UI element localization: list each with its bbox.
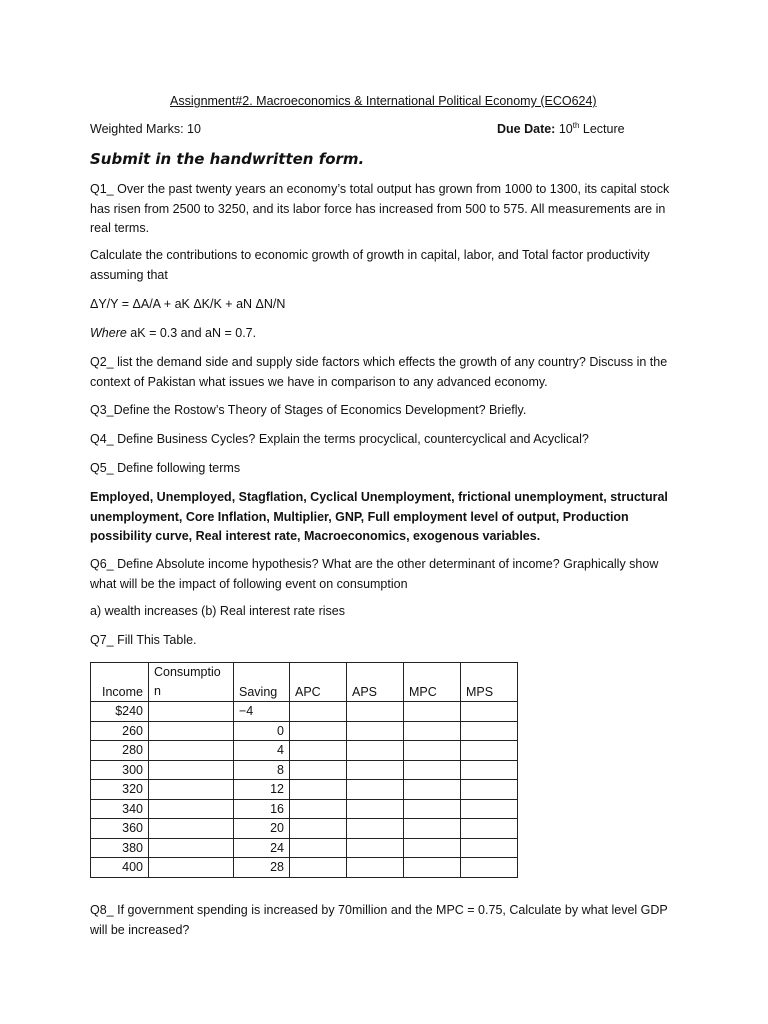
question-6: Q6_ Define Absolute income hypothesis? What are the other determinant of income? Graphically show what will be the impact of following event on consumption (90, 557, 659, 591)
aps-cell (347, 780, 404, 800)
mpc-cell (404, 858, 461, 878)
income-cell: 360 (91, 819, 149, 839)
mpc-cell (404, 799, 461, 819)
mps-cell (461, 858, 518, 878)
question-7: Q7_ Fill This Table. (90, 633, 197, 647)
consumption-cell (149, 721, 234, 741)
apc-cell (290, 799, 347, 819)
aps-cell (347, 760, 404, 780)
saving-cell: 4 (234, 741, 290, 761)
due-date-number: 10 (558, 122, 573, 136)
consumption-cell (149, 741, 234, 761)
table-row (91, 858, 518, 878)
income-cell: 280 (91, 741, 149, 761)
saving-cell: 28 (234, 858, 290, 878)
mpc-cell (404, 819, 461, 839)
question-5-terms: Employed, Unemployed, Stagflation, Cyclical Unemployment, frictional unemployment, structural unemployment, Core Inflation, Multiplier, GNP, Full employment level of output, Production possibility curve, Real interest rate, Macroeconomics, exogenous variables. (90, 490, 668, 543)
question-1: Q1_ Over the past twenty years an economy’s total output has grown from 1000 to 1300, its capital stock has risen from 2500 to 3250, and its labor force has increased from 500 to 575. All measurements are in real terms. (90, 182, 670, 235)
saving-cell: 12 (234, 780, 290, 800)
consumption-cell (149, 760, 234, 780)
mps-cell (461, 702, 518, 722)
weighted-marks: Weighted Marks: 10 (90, 122, 201, 136)
aps-cell (347, 799, 404, 819)
due-date (497, 122, 625, 136)
saving-cell: 20 (234, 819, 290, 839)
header-consumption-line2: n (154, 684, 161, 698)
aps-cell (347, 741, 404, 761)
question-1-calc: Calculate the contributions to economic growth of growth in capital, labor, and Total factor productivity assuming that (90, 248, 650, 282)
table-row (91, 799, 518, 819)
apc-cell (290, 702, 347, 722)
submit-instruction: Submit in the handwritten form. (90, 150, 365, 168)
consumption-cell (149, 702, 234, 722)
saving-cell: −4 (234, 702, 290, 722)
mps-cell (461, 721, 518, 741)
saving-cell: 24 (234, 838, 290, 858)
consumption-cell (149, 819, 234, 839)
header-mps: MPS (461, 663, 518, 702)
apc-cell (290, 819, 347, 839)
where-values: aK = 0.3 and aN = 0.7. (126, 326, 257, 340)
page-title: Assignment#2. Macroeconomics & International Political Economy (ECO624) (170, 94, 597, 108)
income-cell: 320 (91, 780, 149, 800)
income-cell: 260 (91, 721, 149, 741)
consumption-cell (149, 799, 234, 819)
header-apc: APC (290, 663, 347, 702)
apc-cell (290, 858, 347, 878)
apc-cell (290, 780, 347, 800)
income-cell: 300 (91, 760, 149, 780)
aps-cell (347, 838, 404, 858)
mpc-cell (404, 721, 461, 741)
mps-cell (461, 799, 518, 819)
table-row (91, 721, 518, 741)
question-6-events: a) wealth increases (b) Real interest rate rises (90, 604, 345, 618)
header-consumption (149, 663, 234, 702)
question-1-formula: ΔY/Y = ΔA/A + aK ΔK/K + aN ΔN/N (90, 297, 286, 311)
table-row (91, 780, 518, 800)
aps-cell (347, 858, 404, 878)
marks-row (90, 122, 676, 140)
question-3: Q3_Define the Rostow’s Theory of Stages of Economics Development? Briefly. (90, 403, 527, 417)
header-saving: Saving (234, 663, 290, 702)
income-cell: 380 (91, 838, 149, 858)
mps-cell (461, 819, 518, 839)
table-row (91, 838, 518, 858)
mpc-cell (404, 760, 461, 780)
table-row (91, 741, 518, 761)
mpc-cell (404, 741, 461, 761)
mps-cell (461, 780, 518, 800)
aps-cell (347, 819, 404, 839)
consumption-cell (149, 838, 234, 858)
apc-cell (290, 741, 347, 761)
header-mpc: MPC (404, 663, 461, 702)
due-date-suffix: th (572, 120, 580, 130)
where-label: Where (90, 326, 127, 340)
mpc-cell (404, 780, 461, 800)
due-date-rest: Lecture (579, 122, 625, 136)
question-4: Q4_ Define Business Cycles? Explain the terms procyclical, countercyclical and Acyclical? (90, 432, 589, 446)
consumption-cell (149, 780, 234, 800)
question-5: Q5_ Define following terms (90, 461, 241, 475)
header-consumption-line1: Consumptio (154, 665, 221, 679)
aps-cell (347, 721, 404, 741)
table-row (91, 819, 518, 839)
question-8: Q8_ If government spending is increased by 70million and the MPC = 0.75, Calculate by what level GDP will be increased? (90, 903, 668, 937)
table-row (91, 760, 518, 780)
mps-cell (461, 838, 518, 858)
apc-cell (290, 838, 347, 858)
question-1-where (90, 324, 676, 344)
apc-cell (290, 721, 347, 741)
saving-cell: 8 (234, 760, 290, 780)
header-aps: APS (347, 663, 404, 702)
mps-cell (461, 741, 518, 761)
table-header-row (91, 663, 518, 702)
mpc-cell (404, 838, 461, 858)
mps-cell (461, 760, 518, 780)
consumption-table (90, 662, 518, 878)
saving-cell: 16 (234, 799, 290, 819)
apc-cell (290, 760, 347, 780)
income-cell: $240 (91, 702, 149, 722)
consumption-cell (149, 858, 234, 878)
aps-cell (347, 702, 404, 722)
mpc-cell (404, 702, 461, 722)
income-cell: 340 (91, 799, 149, 819)
header-income: Income (91, 663, 149, 702)
income-cell: 400 (91, 858, 149, 878)
table-row (91, 702, 518, 722)
due-date-label: Due Date: (497, 122, 556, 136)
saving-cell: 0 (234, 721, 290, 741)
question-2: Q2_ list the demand side and supply side factors which effects the growth of any country? Discuss in the context of Pakistan what issues we have in comparison to any advanced economy. (90, 355, 668, 389)
